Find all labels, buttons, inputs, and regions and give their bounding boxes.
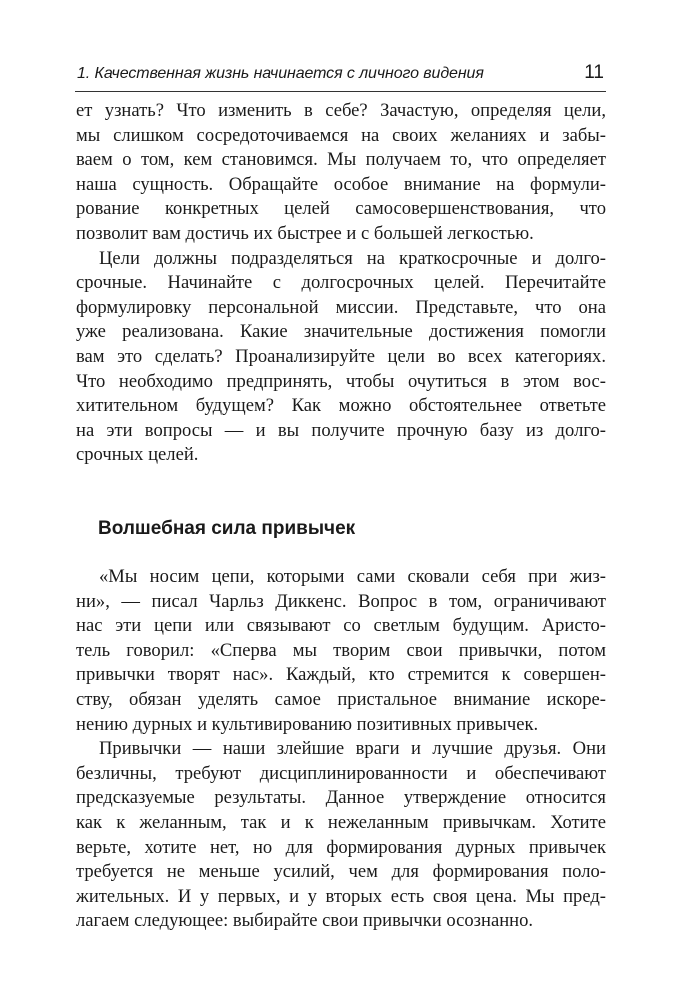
text-line: жительных. И у первых, и у вторых есть своя цена. Мы пред- — [76, 885, 606, 907]
paragraph-goals — [76, 247, 606, 468]
paragraph-continuation — [76, 99, 606, 247]
text-line: ни», — писал Чарльз Диккенс. Вопрос в том, ограничивают — [76, 590, 606, 612]
text-line: безличны, требуют дисциплинированности и обеспечивают — [76, 762, 606, 784]
body-text-bottom — [76, 565, 606, 934]
text-line: рование конкретных целей самосовершенствования, что — [76, 198, 606, 220]
text-line: требуется не меньше усилий, чем для формирования поло- — [76, 861, 606, 883]
text-line: Что необходимо предпринять, чтобы очутиться в этом вос- — [76, 370, 606, 392]
page-number: 11 — [584, 62, 604, 83]
text-line: позволит вам достичь их быстрее и с большей легкостью. — [76, 222, 534, 244]
text-line: вам это сделать? Проанализируйте цели во всех категориях. — [76, 345, 606, 367]
text-line: привычки творят нас». Каждый, кто стремится к совершен- — [76, 664, 606, 686]
text-line: на эти вопросы — и вы получите прочную базу из долго- — [76, 419, 606, 441]
text-line: ет узнать? Что изменить в себе? Зачастую, определяя цели, — [76, 100, 606, 121]
header-rule — [75, 91, 606, 92]
running-title: 1. Качественная жизнь начинается с личного видения — [77, 65, 484, 82]
text-line: хитительном будущем? Как можно обстоятельнее ответьте — [76, 395, 606, 417]
text-line: срочные. Начинайте с долгосрочных целей. Перечитайте — [76, 272, 606, 294]
text-line: формулировку персональной миссии. Представьте, что она — [76, 296, 606, 318]
text-line: мы слишком сосредоточиваемся на своих желаниях и забы- — [76, 124, 606, 146]
text-line: тель говорил: «Сперва мы творим свои привычки, потом — [76, 639, 606, 661]
section-heading: Волшебная сила привычек — [98, 518, 356, 539]
text-line: ваем о том, кем становимся. Мы получаем то, что определяет — [76, 149, 606, 171]
text-line: Привычки — наши злейшие враги и лучшие друзья. Они — [99, 738, 606, 760]
text-line: наша сущность. Обращайте особое внимание на формули- — [76, 173, 606, 195]
text-line: как к желанным, так и к нежеланным привычкам. Хотите — [76, 811, 606, 833]
paragraph-habits — [76, 737, 606, 934]
text-line: предсказуемые результаты. Данное утверждение относится — [76, 787, 606, 809]
running-header — [75, 57, 606, 91]
text-line: лагаем следующее: выбирайте свои привычки осознанно. — [76, 910, 534, 932]
text-line: верьте, хотите нет, но для формирования дурных привычек — [76, 836, 606, 858]
text-line: Цели должны подразделяться на краткосрочные и долго- — [99, 247, 606, 269]
text-line: нас эти цепи или связывают со светлым будущим. Аристо- — [76, 615, 606, 637]
paragraph-dickens-quote — [76, 565, 606, 737]
text-line: срочных целей. — [76, 444, 199, 466]
text-line: нению дурных и культивированию позитивных привычек. — [76, 713, 539, 735]
text-line: ству, обязан уделять самое пристальное внимание искоре- — [76, 688, 606, 710]
text-line: уже реализована. Какие значительные достижения помогли — [76, 321, 606, 343]
text-line: «Мы носим цепи, которыми сами сковали себя при жиз- — [99, 566, 606, 587]
body-text-top — [76, 99, 606, 468]
